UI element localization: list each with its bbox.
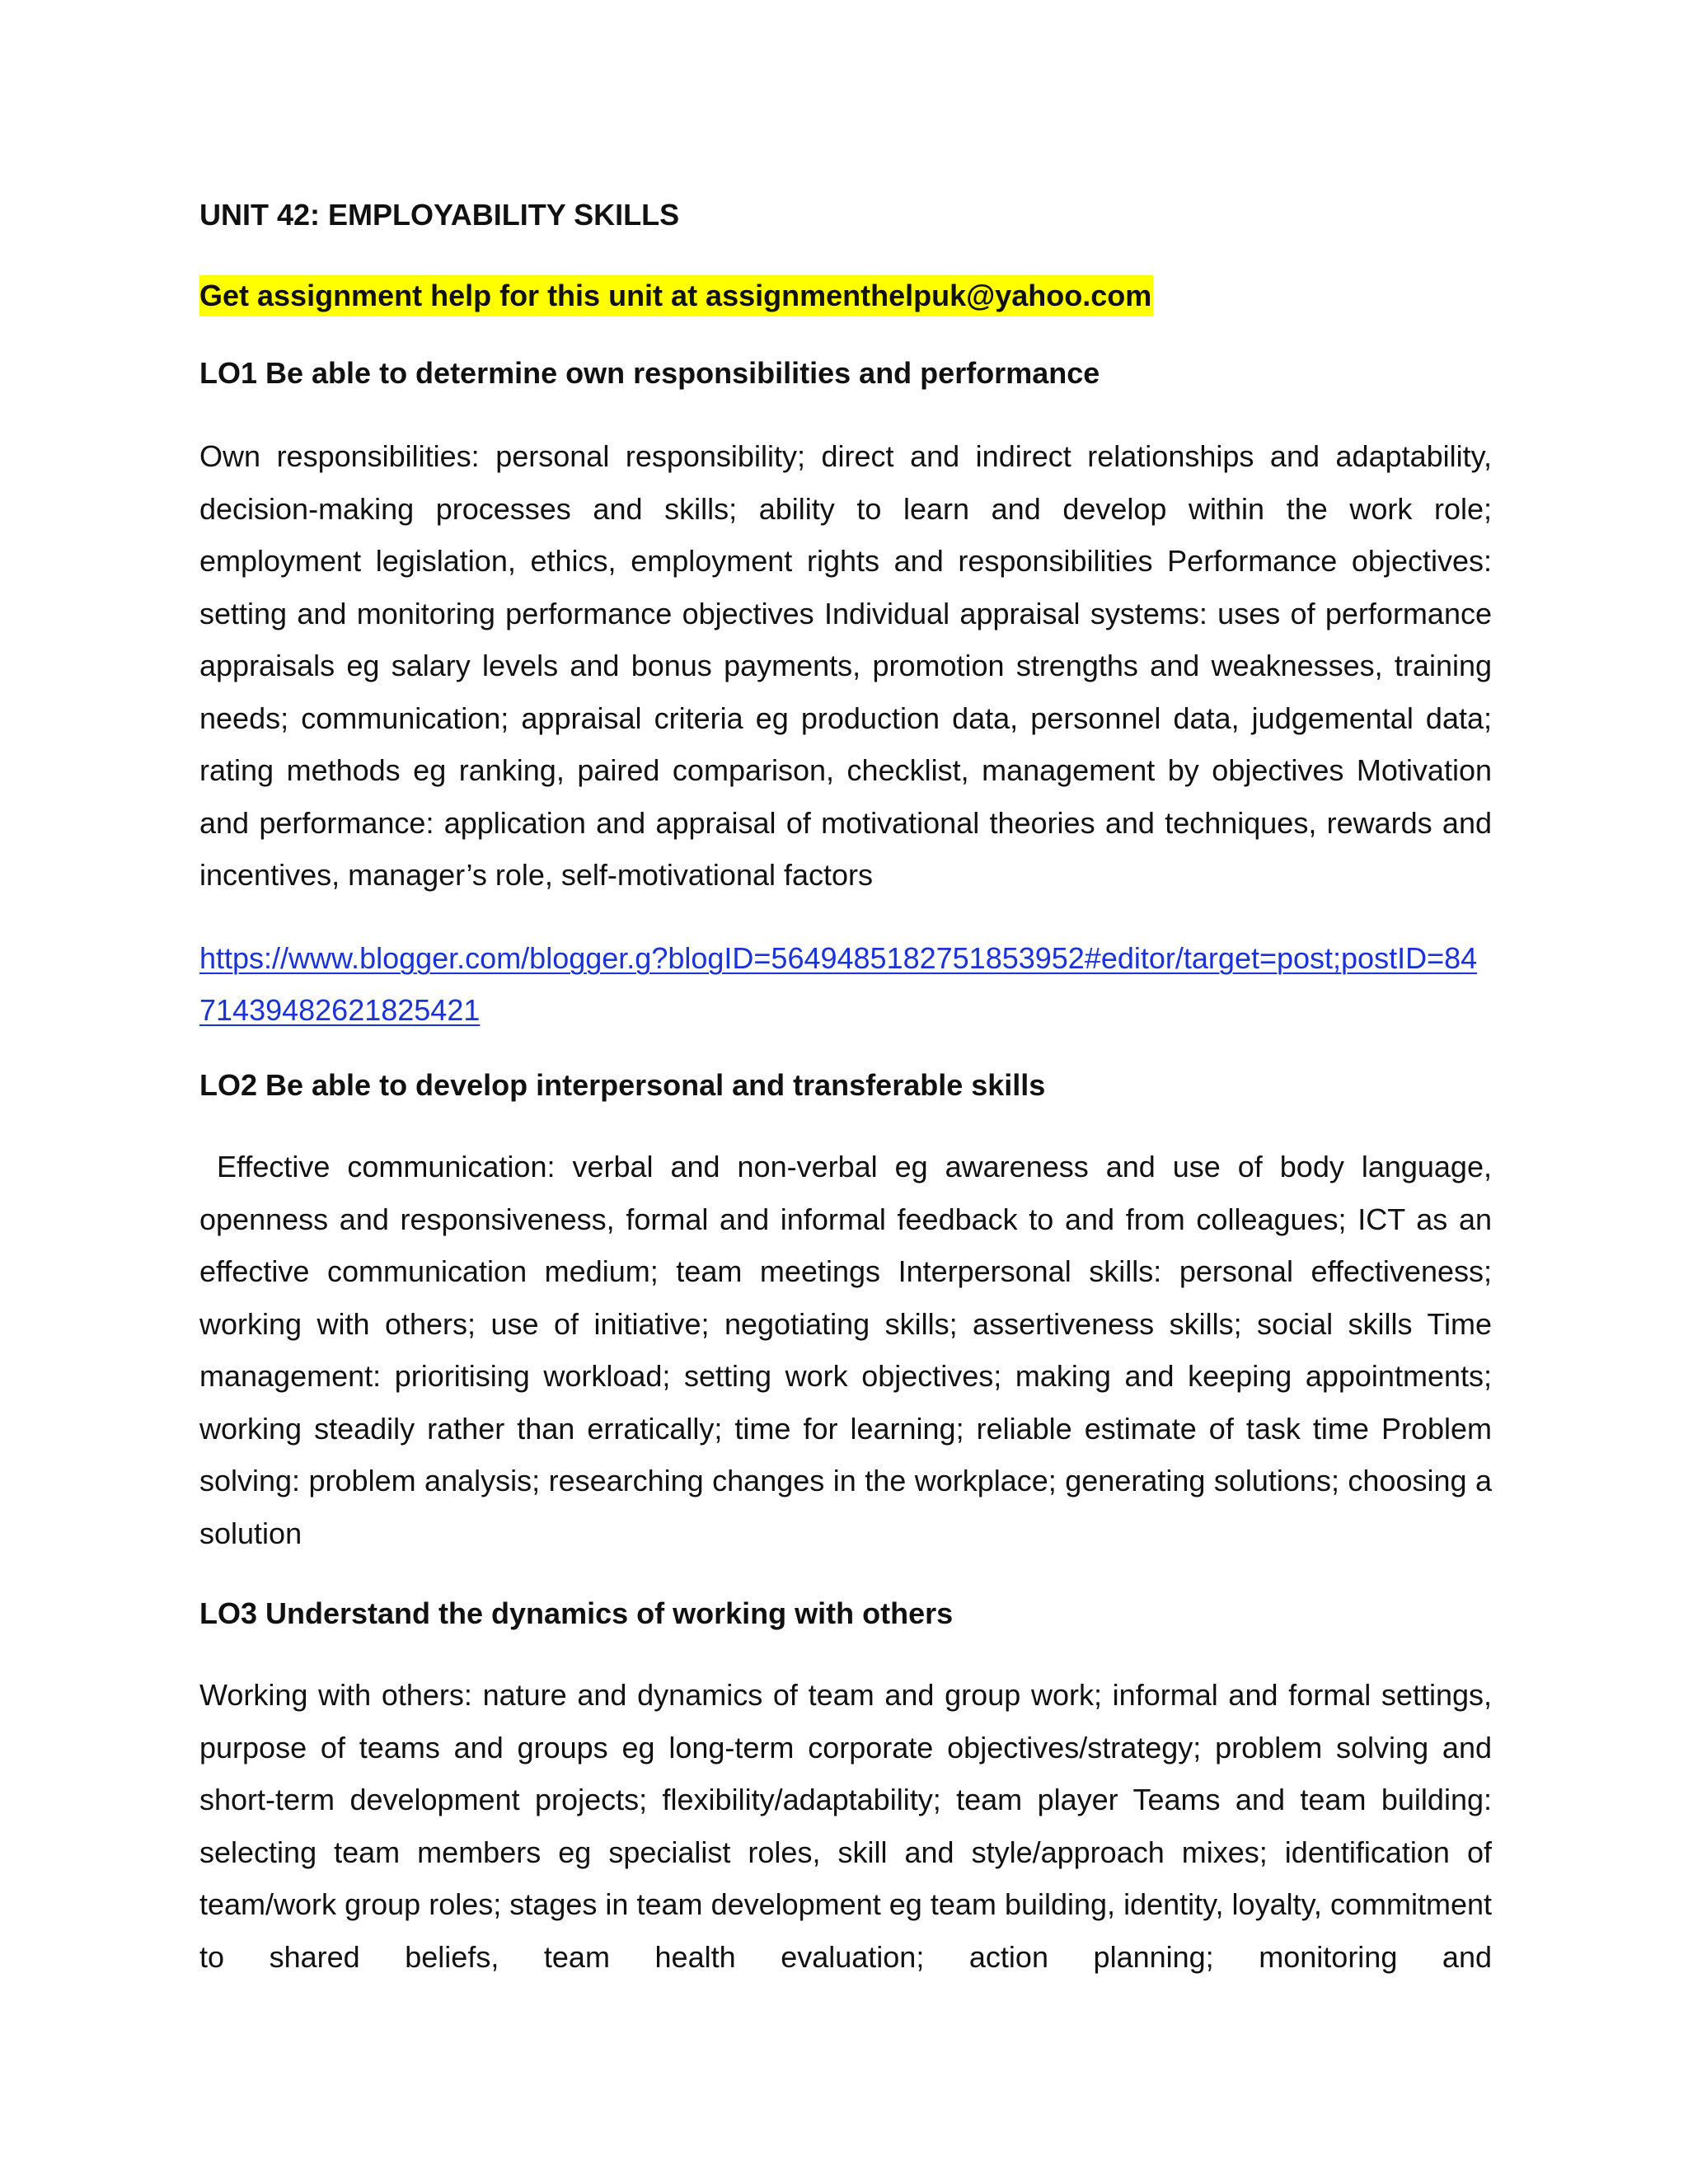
lo3-body: Working with others: nature and dynamics of team and group work; informal and formal settings, purpose of teams and groups eg long-term corporate objectives/strategy; problem solving and short-term development projects; flexibility/adaptability; team player Teams and team building: selecting team members eg specialist roles, skill and style/approach mixes; identification of team/work group roles; stages in team development eg team building, identity, loyalty, commitment to shared beliefs, team health evaluation; action planning; monitoring and <box>199 1678 1492 1974</box>
lo2-heading: LO2 Be able to develop interpersonal and transferable skills <box>199 1068 1046 1102</box>
lo3-heading: LO3 Understand the dynamics of working with others <box>199 1596 954 1630</box>
assignment-help-banner: Get assignment help for this unit at assignmenthelpuk@yahoo.com <box>199 275 1153 316</box>
lo1-heading: LO1 Be able to determine own responsibilities and performance <box>199 356 1100 390</box>
unit-title: UNIT 42: EMPLOYABILITY SKILLS <box>199 198 680 232</box>
blogger-link[interactable]: https://www.blogger.com/blogger.g?blogID=5649485182751853952#editor/target=post;postID=8471439482621825421 <box>199 941 1478 1027</box>
lo1-body: Own responsibilities: personal responsibility; direct and indirect relationships and adaptability, decision-making processes and skills; ability to learn and develop within the work role; employment legislation, ethics, employment rights and responsibilities Performance objectives: setting and monitoring performance objectives Individual appraisal systems: uses of performance appraisals eg salary levels and bonus payments, promotion strengths and weaknesses, training needs; communication; appraisal criteria eg production data, personnel data, judgemental data; rating methods eg ranking, paired comparison, checklist, management by objectives Motivation and performance: application and appraisal of motivational theories and techniques, rewards and incentives, manager’s role, self-motivational factors <box>199 439 1492 892</box>
lo2-body: Effective communication: verbal and non-verbal eg awareness and use of body language, openness and responsiveness, formal and informal feedback to and from colleagues; ICT as an effective communication medium; team meetings Interpersonal skills: personal effectiveness; working with others; use of initiative; negotiating skills; assertiveness skills; social skills Time management: prioritising workload; setting work objectives; making and keeping appointments; working steadily rather than erratically; time for learning; reliable estimate of task time Problem solving: problem analysis; researching changes in the workplace; generating solutions; choosing a solution <box>199 1150 1501 1550</box>
